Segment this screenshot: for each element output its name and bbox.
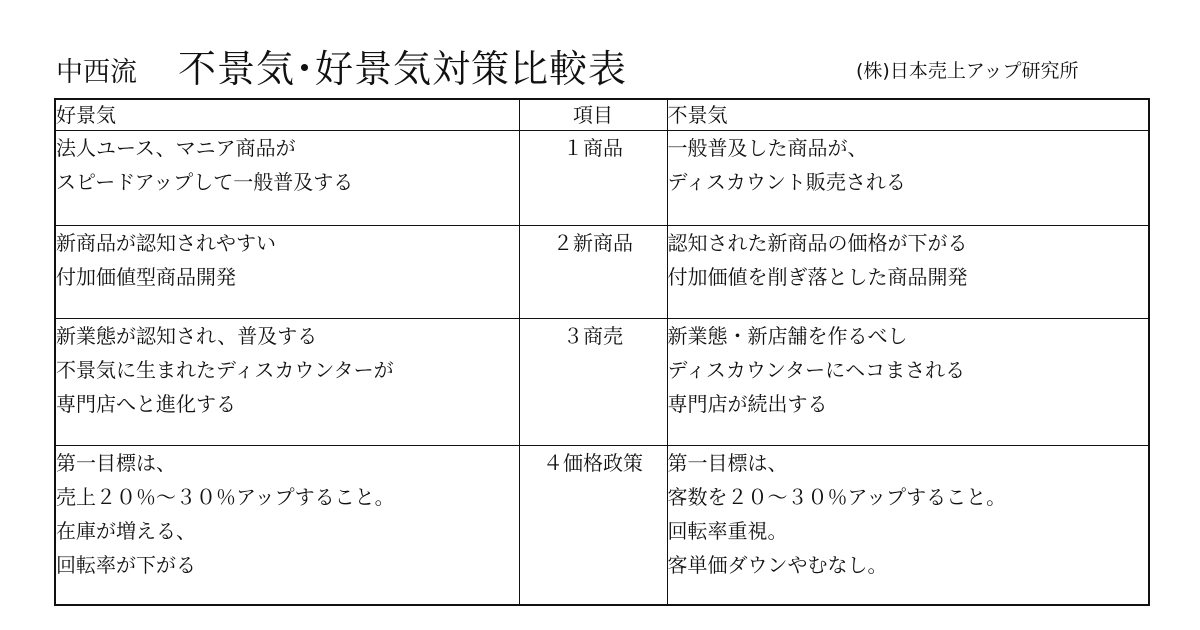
item-cell: ４価格政策 (519, 446, 667, 606)
table-row (55, 446, 1149, 606)
recession-cell (667, 319, 1149, 446)
cell-line: 回転率重視。 (667, 519, 788, 543)
table-row (55, 131, 1149, 226)
cell-line: 認知された新商品の価格が下がる (667, 231, 968, 255)
boom-cell (55, 446, 519, 606)
cell-line: 付加価値を削ぎ落とした商品開発 (667, 265, 968, 289)
cell-line: 専門店へと進化する (56, 392, 236, 416)
cell-line: 売上２０％～３０％アップすること。 (56, 485, 395, 509)
cell-line: 不景気に生まれたディスカウンターが (56, 358, 394, 382)
cell-line: 法人ユース、マニア商品が (56, 136, 296, 160)
column-header-boom: 好景気 (55, 99, 519, 131)
cell-line: 客単価ダウンやむなし。 (667, 553, 888, 577)
boom-cell (55, 226, 519, 319)
cell-line: 一般普及した商品が、 (667, 136, 868, 160)
item-cell: ２新商品 (519, 226, 667, 319)
cell-line: 新業態・新店舗を作るべし (667, 324, 908, 348)
column-header-item: 項目 (519, 99, 667, 131)
comparison-table (54, 98, 1150, 606)
page-title: 不景気･好景気対策比較表 (178, 47, 628, 91)
boom-cell (55, 131, 519, 226)
table-row (55, 319, 1149, 446)
organization-name: (株)日本売上アップ研究所 (856, 60, 1079, 82)
title-prefix: 中西流 (56, 57, 137, 88)
table-row (55, 226, 1149, 319)
recession-cell (667, 131, 1149, 226)
cell-line: 第一目標は、 (56, 451, 176, 475)
cell-line: 客数を２０～３０％アップすること。 (667, 485, 1007, 509)
recession-cell (667, 226, 1149, 319)
recession-cell (667, 446, 1149, 606)
item-cell: １商品 (519, 131, 667, 226)
cell-line: 回転率が下がる (56, 553, 196, 577)
column-header-recession: 不景気 (667, 99, 1149, 131)
cell-line: 付加価値型商品開発 (56, 265, 236, 289)
cell-line: 新商品が認知されやすい (56, 231, 276, 255)
item-cell: ３商売 (519, 319, 667, 446)
cell-line: 専門店が続出する (667, 392, 828, 416)
header (0, 0, 1200, 100)
cell-line: ディスカウント販売される (667, 170, 906, 194)
cell-line: 第一目標は、 (667, 451, 788, 475)
cell-line: ディスカウンターにヘコまされる (667, 358, 966, 382)
cell-line: 新業態が認知され、普及する (56, 324, 318, 348)
boom-cell (55, 319, 519, 446)
cell-line: 在庫が増える、 (56, 519, 196, 543)
cell-line: スピードアップして一般普及する (56, 170, 354, 194)
table-header-row (55, 99, 1149, 131)
